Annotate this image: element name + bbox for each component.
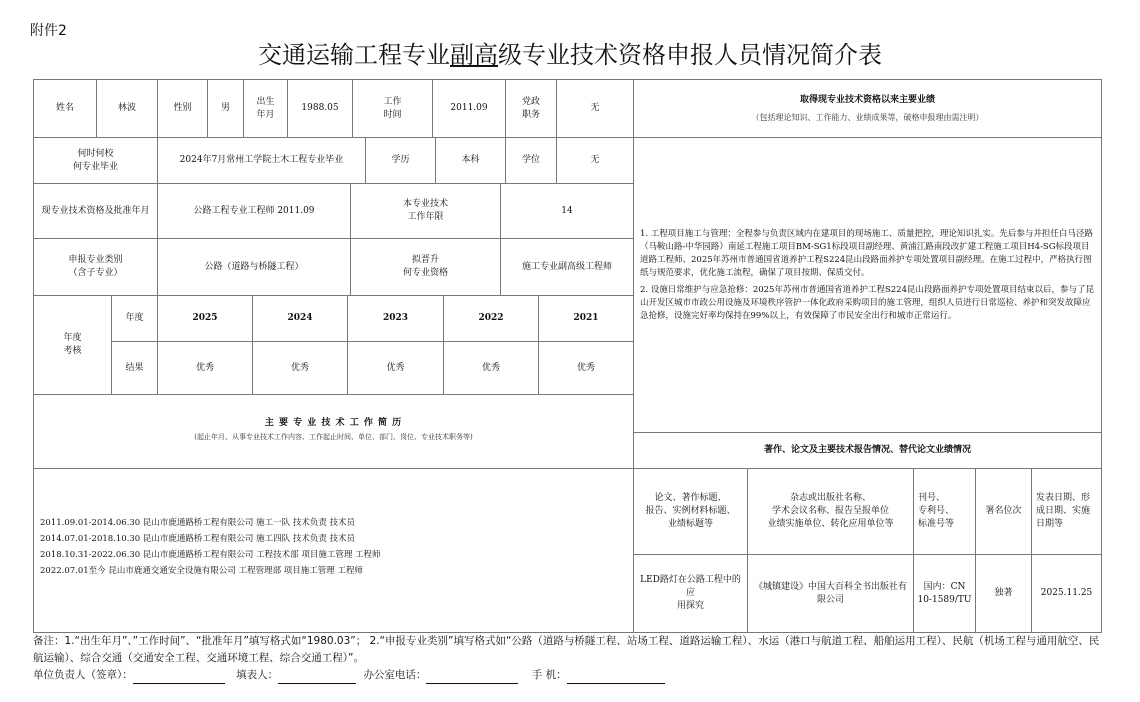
resume-list — [40, 517, 630, 581]
assessment-result: 优秀 — [481, 362, 500, 373]
unit-head-label: 单位负责人（签章）： — [33, 669, 133, 681]
achievements-subtitle: （包括理论知识、工作能力、业绩成果等，破格申报理由需注明） — [751, 112, 984, 122]
paper-title: LED路灯在公路工程中的应 用探究 — [640, 575, 741, 611]
paper-publisher: 《城镇建设》中国大百科全书出版社有 限公司 — [753, 581, 907, 605]
mobile-label: 手 机： — [531, 669, 567, 681]
current-qualification-value: 公路工程专业工程师 2011.09 — [193, 205, 315, 216]
birth-value: 1988.05 — [301, 103, 339, 113]
assessment-result: 优秀 — [290, 362, 309, 373]
resume-title: 主 要 专 业 技 术 工 作 简 历 — [264, 417, 403, 428]
unit-head-blank[interactable] — [133, 671, 225, 684]
category-value: 公路（道路与桥隧工程） — [204, 261, 304, 272]
work-years-label: 本专业技术 工作年限 — [402, 199, 448, 222]
degree-value: 无 — [590, 155, 600, 165]
assessment-result: 优秀 — [576, 362, 595, 373]
gender-value: 男 — [220, 103, 230, 113]
resume-entry: 2022.07.01至今 昆山市鹿通交通安全设施有限公司 工程管理部 项目施工管理 工程师 — [40, 566, 363, 576]
assessment-year: 2022 — [478, 313, 504, 323]
mobile-blank[interactable] — [567, 671, 665, 684]
achievements-list — [640, 228, 1098, 323]
target-label: 拟晋升 何专业资格 — [402, 255, 448, 278]
assessment-year: 2025 — [192, 313, 218, 323]
name-value: 林波 — [117, 103, 136, 113]
assessment-year-label: 年度 — [125, 313, 144, 323]
filler-blank[interactable] — [278, 671, 356, 684]
paper-author-order: 独著 — [994, 588, 1013, 598]
resume-entry: 2011.09.01-2014.06.30 昆山市鹿通路桥工程有限公司 施工一队 技术负责 技术员 — [40, 518, 356, 528]
party-label: 党政 职务 — [521, 96, 540, 120]
education-value: 本科 — [461, 155, 480, 165]
resume-subtitle: (起止年月、从事专业技术工作内容、工作起止时间、单位、部门、岗位、专业技术职务等) — [194, 432, 473, 441]
work-years-value: 14 — [561, 205, 573, 216]
party-value: 无 — [590, 103, 600, 113]
attachment-label: 附件2 — [30, 23, 67, 39]
title-prefix: 交通运输工程专业 — [258, 41, 450, 69]
papers-header-title: 论文、著作标题、 报告、实例材料标题、 业绩标题等 — [645, 493, 736, 529]
papers-header-author-order: 署名位次 — [985, 506, 1022, 516]
assessment-year: 2021 — [573, 313, 599, 323]
papers-header-publisher: 杂志或出版社名称、 学术会议名称、报告呈报单位 业绩实施单位、转化应用单位等 — [767, 493, 894, 529]
target-value: 施工专业副高级工程师 — [521, 261, 612, 272]
title-suffix: 级专业技术资格申报人员情况简介表 — [498, 41, 882, 69]
phone-blank[interactable] — [426, 671, 518, 684]
assessment-label: 年度 考核 — [63, 333, 82, 356]
paper-number: 国内：CN 10-1589/TU — [917, 581, 972, 605]
assessment-result: 优秀 — [386, 362, 405, 373]
papers-header-number: 刊号、 专利号、 标准号等 — [918, 493, 955, 529]
achievements-title: 取得现专业技术资格以来主要业绩 — [799, 94, 935, 105]
current-qualification-label: 现专业技术资格及批准年月 — [41, 205, 150, 216]
assessment-result: 优秀 — [195, 362, 214, 373]
achievement-item: 2. 设施日常维护与应急抢修：2025年苏州市普通国省道养护工程S224昆山段路面养护专项处置项目结束以后，参与了昆山开发区城市市政公用设施及环境秩序管护一体化政府采购项目的施工管理，组织人员进行日常巡检、养护和突发故障应急抢修，设施完好率均保持在99%以上，有效保障了市民安全出行和城市正常运行。 — [640, 285, 1094, 321]
category-label: 申报专业类别 （含子专业） — [68, 255, 123, 278]
papers-title: 著作、论文及主要技术报告情况、替代论文业绩情况 — [763, 445, 971, 455]
gender-label: 性别 — [173, 103, 192, 113]
education-label: 学历 — [391, 155, 410, 165]
footer-note: 备注：1.“出生年月”、”工作时间”、“批准年月”填写格式如“1980.03”； 2.“申报专业类别”填写格式如“公路（道路与桥隧工程、站场工程、道路运输工程）、水运（港口与航道工程、船舶运用工程）、民航（机场工程与通用航空、民航运输）、综合交通（交通安全工程、交通环境工程、综合交通工程）”。 — [33, 635, 1100, 664]
name-label: 姓名 — [55, 103, 74, 113]
filler-label: 填表人： — [236, 669, 279, 681]
signature-line — [33, 667, 665, 684]
assessment-year: 2024 — [287, 313, 313, 323]
birth-label: 出生 年月 — [256, 96, 275, 120]
page-title — [0, 40, 1140, 70]
achievement-item: 1. 工程项目施工与管理：全程参与负责区域内在建项目的现场施工、质量把控，理论知识扎实。先后参与并担任白马泾路（马鞍山路-中华园路）南延工程施工项目BM-SG1标段项目副经理、黄浦江路南段改扩建工程施工项目H4-SG标段项目道路工程师、2025年苏州市普通国省道养护工程S224昆山段路面养护专项处置项目副经理。在施工过程中，严格执行图纸与规范要求，优化施工流程，确保了项目按期、保质交付。 — [640, 229, 1093, 278]
assessment-year: 2023 — [382, 313, 409, 323]
title-level: 副高 — [450, 41, 498, 69]
paper-date: 2025.11.25 — [1040, 588, 1093, 598]
degree-label: 学位 — [521, 155, 540, 165]
resume-entry: 2018.10.31-2022.06.30 昆山市鹿通路桥工程有限公司 工程技术部 项目施工管理 工程师 — [40, 550, 381, 560]
school-label: 何时何校 何专业毕业 — [72, 148, 118, 172]
papers-header-date: 发表日期、形 成日期、实施 日期等 — [1036, 493, 1091, 529]
assessment-result-label: 结果 — [125, 362, 144, 373]
school-value: 2024年7月常州工学院土木工程专业毕业 — [179, 155, 344, 165]
phone-label: 办公室电话： — [363, 669, 427, 681]
resume-entry: 2014.07.01-2018.10.30 昆山市鹿通路桥工程有限公司 施工四队 技术负责 技术员 — [40, 534, 356, 544]
work-label: 工作 时间 — [383, 96, 402, 120]
work-value: 2011.09 — [450, 103, 488, 113]
